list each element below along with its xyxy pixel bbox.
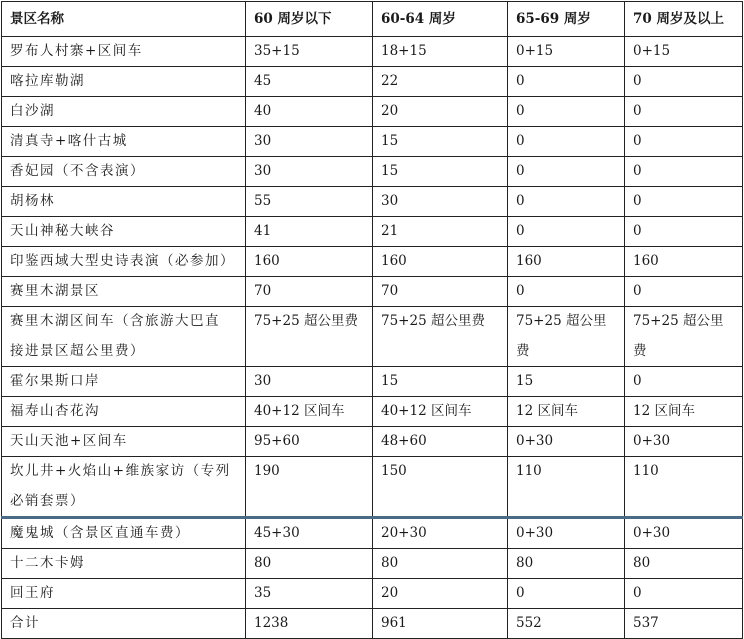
table-row xyxy=(2,427,743,457)
cell-65-69: 0 xyxy=(508,217,625,247)
cell-70-plus: 0 xyxy=(625,97,743,127)
cell-under-60: 30 xyxy=(246,157,373,187)
cell-60-64: 18+15 xyxy=(373,37,508,67)
cell-line: 190 xyxy=(254,463,280,479)
cell-70-plus: 0 xyxy=(625,67,743,97)
cell-70-plus: 0 xyxy=(625,579,743,609)
cell-scenic-name: 白沙湖 xyxy=(2,97,246,127)
cell-scenic-name: 胡杨林 xyxy=(2,187,246,217)
cell-70-plus: 12 区间车 xyxy=(625,397,743,427)
cell-under-60 xyxy=(246,307,373,367)
cell-70-plus: 80 xyxy=(625,549,743,579)
cell-65-69: 0 xyxy=(508,67,625,97)
header-60-64: 60-64 周岁 xyxy=(373,2,508,37)
cell-scenic-name: 清真寺+喀什古城 xyxy=(2,127,246,157)
header-under-60: 60 周岁以下 xyxy=(246,2,373,37)
header-scenic-name: 景区名称 xyxy=(2,2,246,37)
cell-65-69: 0 xyxy=(508,579,625,609)
cell-scenic-name: 魔鬼城（含景区直通车费） xyxy=(2,518,246,549)
cell-scenic-name xyxy=(2,457,246,518)
cell-60-64: 160 xyxy=(373,247,508,277)
cell-scenic-name: 福寿山杏花沟 xyxy=(2,397,246,427)
cell-line: 75+25 超公里费 xyxy=(254,313,358,329)
cell-60-64: 22 xyxy=(373,67,508,97)
cell-60-64: 48+60 xyxy=(373,427,508,457)
cell-65-69: 80 xyxy=(508,549,625,579)
cell-scenic-name: 罗布人村寨+区间车 xyxy=(2,37,246,67)
cell-65-69: 0 xyxy=(508,157,625,187)
cell-under-60: 40 xyxy=(246,97,373,127)
cell-70-plus xyxy=(625,457,743,518)
cell-line: 接进景区超公里费） xyxy=(10,342,145,359)
cell-65-69: 0 xyxy=(508,127,625,157)
table-row xyxy=(2,157,743,187)
cell-total-65-69: 552 xyxy=(508,609,625,639)
table-row xyxy=(2,367,743,397)
cell-60-64: 20+30 xyxy=(373,518,508,549)
cell-scenic-name: 十二木卡姆 xyxy=(2,549,246,579)
cell-65-69 xyxy=(508,307,625,367)
cell-line: 费 xyxy=(516,342,530,359)
cell-under-60: 35+15 xyxy=(246,37,373,67)
cell-scenic-name: 天山天池+区间车 xyxy=(2,427,246,457)
cell-under-60: 45+30 xyxy=(246,518,373,549)
cell-scenic-name xyxy=(2,307,246,367)
cell-under-60 xyxy=(246,457,373,518)
cell-60-64: 21 xyxy=(373,217,508,247)
cell-total-60-64: 961 xyxy=(373,609,508,639)
cell-under-60: 80 xyxy=(246,549,373,579)
table-row xyxy=(2,397,743,427)
cell-line: 费 xyxy=(633,342,647,359)
table-row xyxy=(2,277,743,307)
cell-70-plus: 0 xyxy=(625,157,743,187)
table-row xyxy=(2,307,743,367)
cell-line: 坎儿井+火焰山+维族家访（专列 xyxy=(10,463,231,479)
table-row xyxy=(2,217,743,247)
cell-60-64: 70 xyxy=(373,277,508,307)
cell-60-64: 30 xyxy=(373,187,508,217)
table-total-row xyxy=(2,609,743,639)
cell-60-64: 20 xyxy=(373,97,508,127)
cell-scenic-name: 赛里木湖景区 xyxy=(2,277,246,307)
cell-line: 75+25 超公里费 xyxy=(381,313,485,329)
table-row xyxy=(2,97,743,127)
cell-under-60: 70 xyxy=(246,277,373,307)
cell-scenic-name: 霍尔果斯口岸 xyxy=(2,367,246,397)
cell-70-plus: 160 xyxy=(625,247,743,277)
table-row xyxy=(2,187,743,217)
cell-70-plus: 0 xyxy=(625,367,743,397)
cell-65-69: 15 xyxy=(508,367,625,397)
cell-under-60: 40+12 区间车 xyxy=(246,397,373,427)
cell-65-69: 0 xyxy=(508,277,625,307)
cell-under-60: 160 xyxy=(246,247,373,277)
cell-65-69: 0+30 xyxy=(508,427,625,457)
cell-70-plus: 0 xyxy=(625,277,743,307)
cell-60-64: 80 xyxy=(373,549,508,579)
cell-line: 必销套票） xyxy=(10,492,85,509)
cell-line: 75+25 超公里 xyxy=(633,313,724,329)
cell-70-plus: 0 xyxy=(625,217,743,247)
cell-70-plus: 0 xyxy=(625,187,743,217)
cell-60-64: 20 xyxy=(373,579,508,609)
cell-60-64 xyxy=(373,307,508,367)
cell-65-69: 0+15 xyxy=(508,37,625,67)
cell-line: 150 xyxy=(381,463,407,479)
cell-under-60: 55 xyxy=(246,187,373,217)
cell-65-69: 0 xyxy=(508,187,625,217)
cell-60-64: 15 xyxy=(373,157,508,187)
cell-line: 赛里木湖区间车（含旅游大巴直 xyxy=(10,313,220,329)
cell-line: 75+25 超公里 xyxy=(516,313,607,329)
cell-70-plus: 0+15 xyxy=(625,37,743,67)
cell-60-64: 15 xyxy=(373,127,508,157)
table-row xyxy=(2,247,743,277)
table-row xyxy=(2,127,743,157)
cell-60-64: 40+12 区间车 xyxy=(373,397,508,427)
cell-scenic-name: 喀拉库勒湖 xyxy=(2,67,246,97)
cell-70-plus xyxy=(625,307,743,367)
cell-60-64: 15 xyxy=(373,367,508,397)
cell-under-60: 95+60 xyxy=(246,427,373,457)
cell-65-69: 0+30 xyxy=(508,518,625,549)
table-row xyxy=(2,518,743,549)
cell-scenic-name: 印鉴西域大型史诗表演（必参加） xyxy=(2,247,246,277)
cell-70-plus: 0+30 xyxy=(625,427,743,457)
table-row xyxy=(2,67,743,97)
cell-scenic-name: 香妃园（不含表演） xyxy=(2,157,246,187)
table-row xyxy=(2,579,743,609)
cell-line: 110 xyxy=(516,463,542,479)
cell-65-69: 0 xyxy=(508,97,625,127)
table-row xyxy=(2,37,743,67)
cell-65-69 xyxy=(508,457,625,518)
cell-scenic-name: 回王府 xyxy=(2,579,246,609)
cell-under-60: 45 xyxy=(246,67,373,97)
cell-under-60: 35 xyxy=(246,579,373,609)
cell-scenic-name: 天山神秘大峡谷 xyxy=(2,217,246,247)
cell-70-plus: 0+30 xyxy=(625,518,743,549)
table-row xyxy=(2,457,743,518)
ticket-price-table xyxy=(1,1,743,639)
cell-line: 110 xyxy=(633,463,659,479)
header-65-69: 65-69 周岁 xyxy=(508,2,625,37)
header-70-plus: 70 周岁及以上 xyxy=(625,2,743,37)
table-row xyxy=(2,549,743,579)
cell-70-plus: 0 xyxy=(625,127,743,157)
cell-total-label: 合计 xyxy=(2,609,246,639)
cell-65-69: 12 区间车 xyxy=(508,397,625,427)
cell-under-60: 41 xyxy=(246,217,373,247)
cell-total-under-60: 1238 xyxy=(246,609,373,639)
cell-60-64 xyxy=(373,457,508,518)
cell-under-60: 30 xyxy=(246,367,373,397)
cell-total-70-plus: 537 xyxy=(625,609,743,639)
cell-under-60: 30 xyxy=(246,127,373,157)
table-header-row xyxy=(2,2,743,37)
cell-65-69: 160 xyxy=(508,247,625,277)
